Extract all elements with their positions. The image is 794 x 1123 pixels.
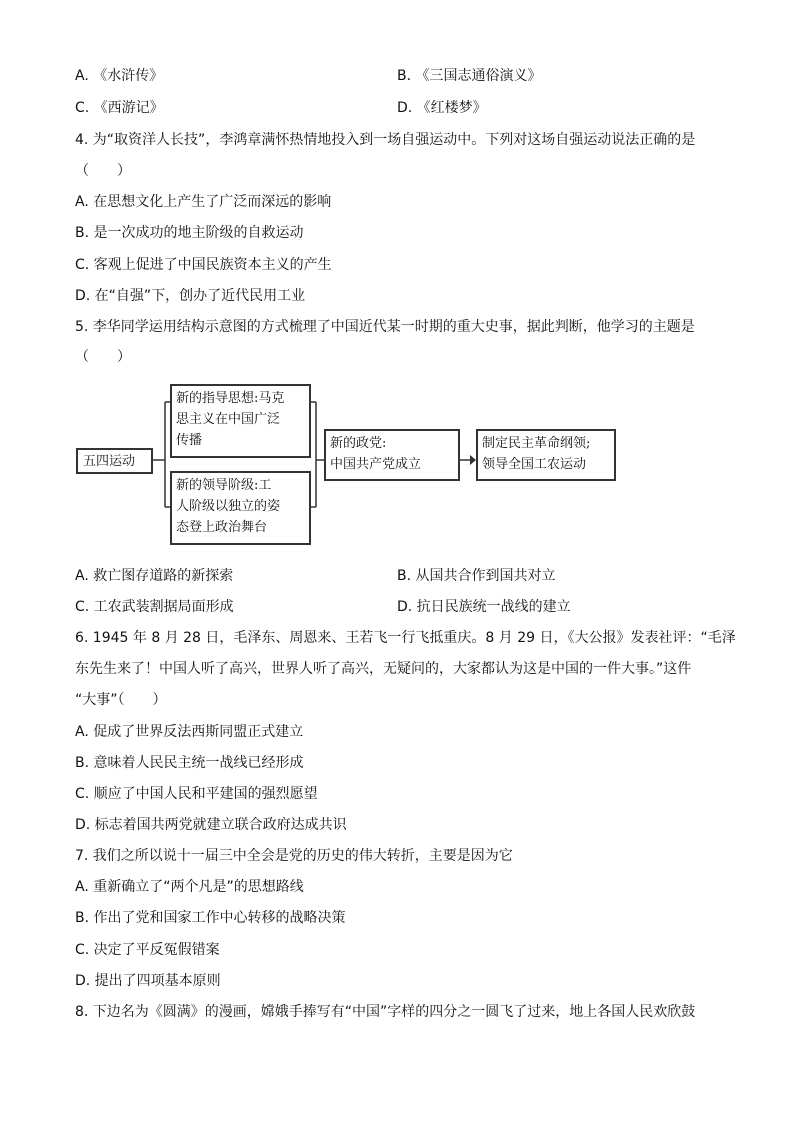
q4-option-c: C. 客观上促进了中国民族资本主义的产生 [75,257,332,273]
q3-option-c: C. 《西游记》 [75,100,164,116]
diagram-box-guiding-thought: 新的指导思想:马克 思主义在中国广泛 传播 [170,384,311,458]
q6-option-d: D. 标志着国共两党就建立联合政府达成共识 [75,817,347,833]
q5-stem: 5. 李华同学运用结构示意图的方式梳理了中国近代某一时期的重大史事，据此判断，他学习的主题是 [75,319,695,335]
q3-option-d: D. 《红楼梦》 [397,100,487,116]
q7-stem: 7. 我们之所以说十一届三中全会是党的历史的伟大转折，主要是因为它 [75,848,513,864]
q6-option-b: B. 意味着人民民主统一战线已经形成 [75,755,304,771]
q4-option-b: B. 是一次成功的地主阶级的自救运动 [75,225,304,241]
q5-structure-diagram [70,382,630,547]
q4-blank: （ ） [75,163,131,179]
q5-option-a: A. 救亡图存道路的新探索 [75,568,234,584]
q5-option-c: C. 工农武装割据局面形成 [75,599,234,615]
q6-option-c: C. 顺应了中国人民和平建国的强烈愿望 [75,786,318,802]
q3-option-a: A. 《水浒传》 [75,68,164,84]
q4-option-d: D. 在“自强”下，创办了近代民用工业 [75,288,306,304]
diagram-box-may-fourth: 五四运动 [76,448,153,474]
diagram-box-program: 制定民主革命纲领; 领导全国工农运动 [476,429,616,481]
q7-option-a: A. 重新确立了“两个凡是”的思想路线 [75,879,304,895]
q7-option-b: B. 作出了党和国家工作中心转移的战略决策 [75,910,346,926]
q6-line-2: 东先生来了！中国人听了高兴，世界人听了高兴，无疑问的，大家都认为这是中国的一件大事。”这件 [75,661,692,677]
q8-stem: 8. 下边名为《圆满》的漫画，嫦娥手捧写有“中国”字样的四分之一圆飞了过来，地上各国人民欢欣鼓 [75,1004,696,1020]
q7-option-c: C. 决定了平反冤假错案 [75,942,220,958]
diagram-box-leading-class: 新的领导阶级:工 人阶级以独立的姿 态登上政治舞台 [170,471,311,545]
q5-option-d: D. 抗日民族统一战线的建立 [397,599,571,615]
q4-stem: 4. 为“取资洋人长技”，李鸿章满怀热情地投入到一场自强运动中。下列对这场自强运动说法正确的是 [75,132,696,148]
q3-option-b: B. 《三国志通俗演义》 [397,68,542,84]
q4-option-a: A. 在思想文化上产生了广泛而深远的影响 [75,194,332,210]
q6-option-a: A. 促成了世界反法西斯同盟正式建立 [75,724,304,740]
q6-line-3: “大事”（ ） [75,692,167,708]
diagram-box-new-party: 新的政党: 中国共产党成立 [324,429,460,481]
q7-option-d: D. 提出了四项基本原则 [75,973,221,989]
q5-blank: （ ） [75,349,131,365]
q5-option-b: B. 从国共合作到国共对立 [397,568,556,584]
q6-line-1: 6. 1945 年 8 月 28 日，毛泽东、周恩来、王若飞一行飞抵重庆。8 月 29 日，《大公报》发表社评：“毛泽 [75,630,736,646]
